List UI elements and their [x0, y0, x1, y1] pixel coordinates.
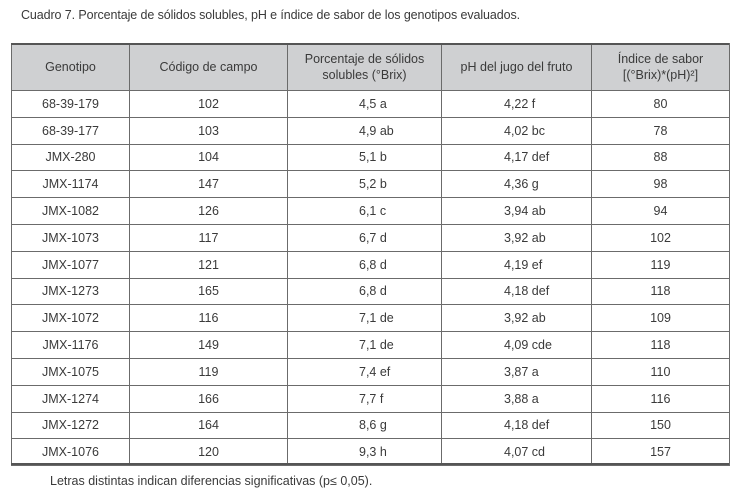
cell-genotipo: JMX-1273 [12, 278, 130, 305]
table-row [12, 385, 730, 412]
header-genotipo: Genotipo [12, 44, 130, 91]
cell-brix: 4,5 a [288, 91, 442, 118]
table-row [12, 251, 730, 278]
cell-codigo: 164 [130, 412, 288, 439]
header-row [12, 44, 730, 91]
cell-codigo: 119 [130, 358, 288, 385]
table-row [12, 439, 730, 466]
cell-indice: 98 [592, 171, 730, 198]
cell-brix: 8,6 g [288, 412, 442, 439]
cell-indice: 110 [592, 358, 730, 385]
cell-indice: 78 [592, 117, 730, 144]
table-row [12, 144, 730, 171]
header-porcentaje [288, 44, 442, 91]
header-indice-line1: Índice de sabor [617, 52, 704, 66]
cell-indice: 80 [592, 91, 730, 118]
cell-brix: 6,1 c [288, 198, 442, 225]
cell-ph: 4,36 g [442, 171, 592, 198]
cell-ph: 3,94 ab [442, 198, 592, 225]
table-footnote: Letras distintas indican diferencias significativas (p≤ 0,05). [50, 474, 373, 488]
cell-indice: 118 [592, 332, 730, 359]
cell-brix: 5,2 b [288, 171, 442, 198]
cell-indice: 157 [592, 439, 730, 466]
cell-indice: 94 [592, 198, 730, 225]
cell-genotipo: JMX-1073 [12, 224, 130, 251]
cell-brix: 7,7 f [288, 385, 442, 412]
cell-brix: 6,8 d [288, 278, 442, 305]
cell-genotipo: JMX-1082 [12, 198, 130, 225]
table-row [12, 358, 730, 385]
cell-genotipo: JMX-1072 [12, 305, 130, 332]
cell-codigo: 121 [130, 251, 288, 278]
header-porcentaje-line2: solubles (°Brix) [322, 68, 407, 82]
table-row [12, 91, 730, 118]
cell-ph: 3,88 a [442, 385, 592, 412]
table-row [12, 198, 730, 225]
cell-codigo: 103 [130, 117, 288, 144]
cell-brix: 5,1 b [288, 144, 442, 171]
table-row [12, 332, 730, 359]
cell-genotipo: JMX-1176 [12, 332, 130, 359]
table-row [12, 171, 730, 198]
cell-codigo: 102 [130, 91, 288, 118]
cell-genotipo: JMX-1076 [12, 439, 130, 466]
header-porcentaje-line1: Porcentaje de sólidos [304, 52, 425, 66]
cell-brix: 7,4 ef [288, 358, 442, 385]
cell-indice: 102 [592, 224, 730, 251]
header-indice [592, 44, 730, 91]
cell-ph: 3,92 ab [442, 305, 592, 332]
cell-genotipo: 68-39-179 [12, 91, 130, 118]
cell-codigo: 120 [130, 439, 288, 466]
cell-ph: 4,09 cde [442, 332, 592, 359]
table-row [12, 117, 730, 144]
cell-indice: 118 [592, 278, 730, 305]
table-row [12, 412, 730, 439]
cell-ph: 3,87 a [442, 358, 592, 385]
cell-genotipo: JMX-280 [12, 144, 130, 171]
cell-brix: 4,9 ab [288, 117, 442, 144]
cell-genotipo: JMX-1274 [12, 385, 130, 412]
cell-indice: 119 [592, 251, 730, 278]
cell-codigo: 147 [130, 171, 288, 198]
cell-ph: 4,19 ef [442, 251, 592, 278]
cell-indice: 88 [592, 144, 730, 171]
table-row [12, 305, 730, 332]
cell-codigo: 126 [130, 198, 288, 225]
cell-brix: 6,7 d [288, 224, 442, 251]
cell-genotipo: JMX-1174 [12, 171, 130, 198]
table-bottom-rule [11, 463, 729, 465]
cell-brix: 7,1 de [288, 332, 442, 359]
cell-codigo: 149 [130, 332, 288, 359]
cell-genotipo: JMX-1272 [12, 412, 130, 439]
cell-ph: 4,17 def [442, 144, 592, 171]
table-caption: Cuadro 7. Porcentaje de sólidos solubles, pH e índice de sabor de los genotipos evaluados. [21, 8, 520, 22]
cell-ph: 4,18 def [442, 412, 592, 439]
table-top-rule [11, 43, 729, 45]
cell-brix: 7,1 de [288, 305, 442, 332]
cell-indice: 116 [592, 385, 730, 412]
cell-brix: 9,3 h [288, 439, 442, 466]
header-indice-line2: [(°Brix)*(pH)²] [622, 68, 699, 82]
cell-genotipo: JMX-1075 [12, 358, 130, 385]
cell-codigo: 165 [130, 278, 288, 305]
cell-codigo: 104 [130, 144, 288, 171]
header-ph: pH del jugo del fruto [442, 44, 592, 91]
cell-genotipo: 68-39-177 [12, 117, 130, 144]
table-row [12, 224, 730, 251]
cell-codigo: 166 [130, 385, 288, 412]
cell-codigo: 117 [130, 224, 288, 251]
cell-indice: 150 [592, 412, 730, 439]
table-row [12, 278, 730, 305]
cell-genotipo: JMX-1077 [12, 251, 130, 278]
cell-ph: 3,92 ab [442, 224, 592, 251]
data-table [11, 43, 730, 466]
header-codigo: Código de campo [130, 44, 288, 91]
cell-codigo: 116 [130, 305, 288, 332]
cell-ph: 4,22 f [442, 91, 592, 118]
cell-ph: 4,07 cd [442, 439, 592, 466]
cell-brix: 6,8 d [288, 251, 442, 278]
cell-ph: 4,18 def [442, 278, 592, 305]
cell-ph: 4,02 bc [442, 117, 592, 144]
cell-indice: 109 [592, 305, 730, 332]
table-body [12, 91, 730, 466]
